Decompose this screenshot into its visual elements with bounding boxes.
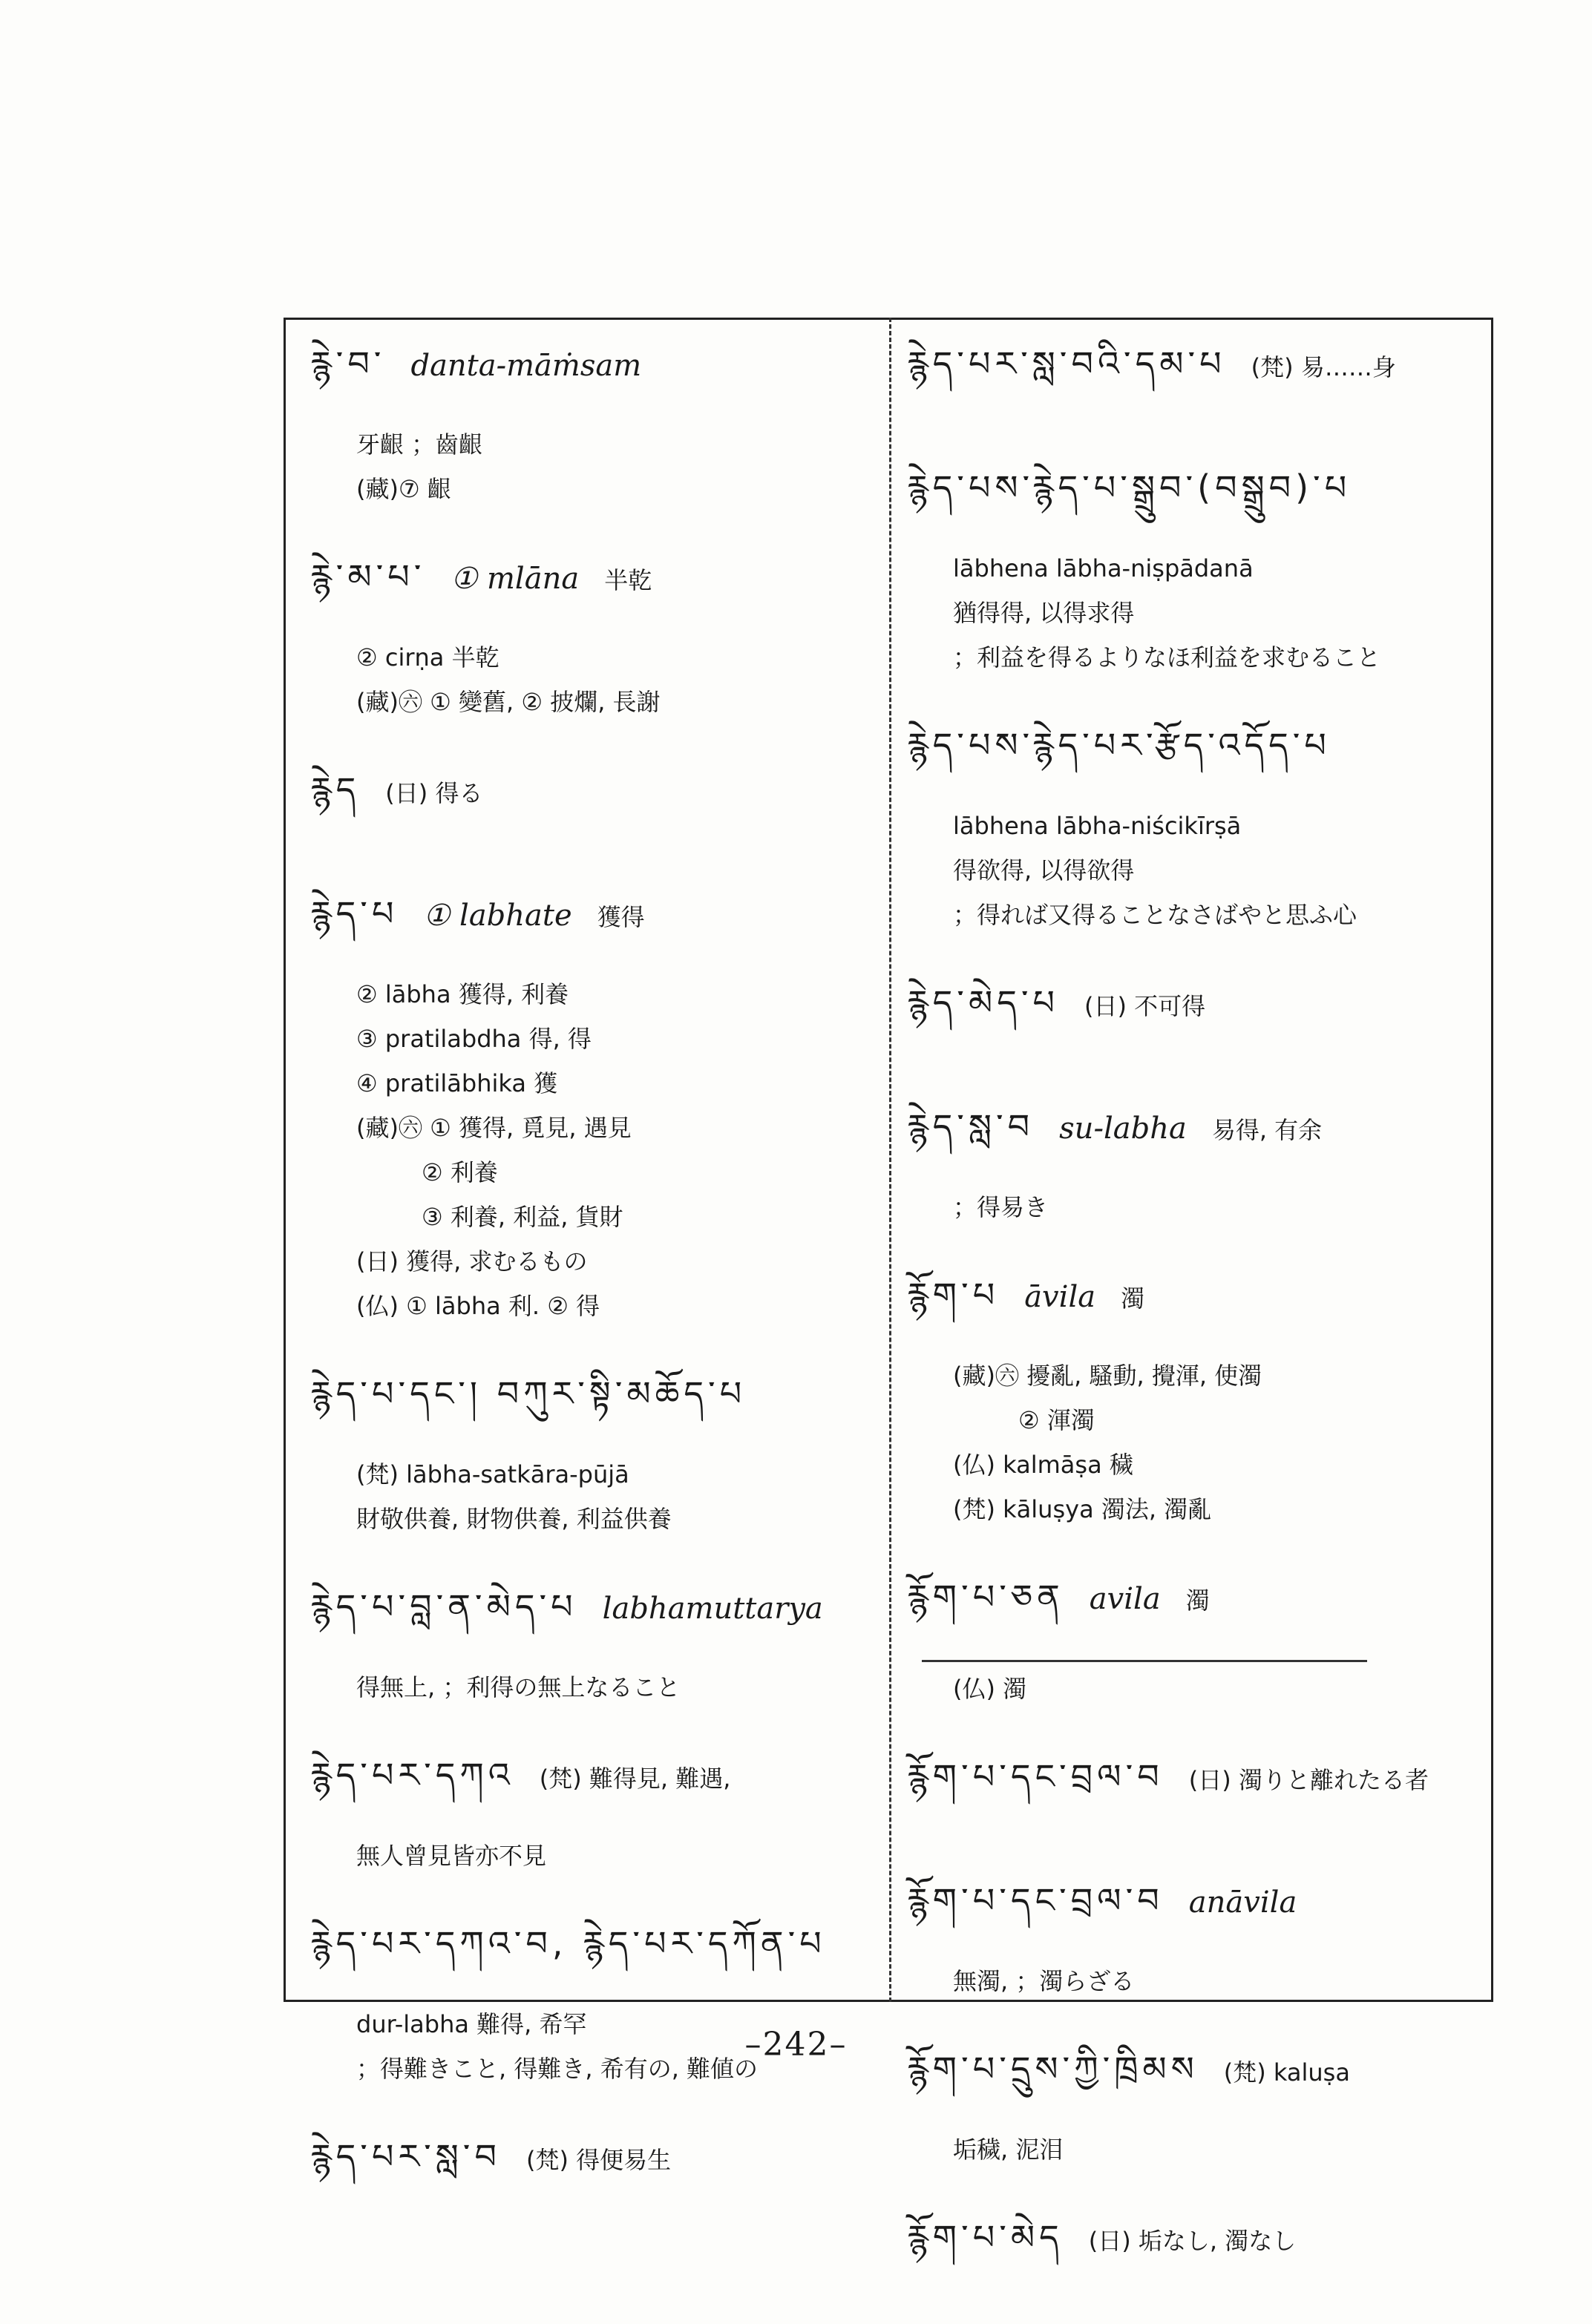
entry-line: dur-labha 難得, 希罕 (356, 2010, 587, 2038)
gloss: (梵) 易……身 (1251, 353, 1396, 381)
dictionary-entry (310, 876, 882, 1328)
entry-line: ；得易き (953, 1193, 1049, 1221)
entry-line: (日) 獲得, 求むるもの (356, 1247, 588, 1276)
dictionary-entry (310, 539, 882, 724)
tibetan-headword: རྙོག་པ་དང་བྲལ་བ (907, 1880, 1164, 1920)
entry-headword (310, 539, 882, 635)
tibetan-headword: རྙེ་བ་ (310, 344, 386, 384)
entry-headword (310, 1356, 882, 1452)
entry-line: (梵) kāluṣya 濁法, 濁亂 (953, 1495, 1212, 1523)
gloss: (日) 不可得 (1084, 992, 1206, 1020)
dictionary-entry (907, 326, 1486, 422)
tibetan-headword: རྙེད་པར་དཀའ་བ, རྙེད་པར་དཀོན་པ (310, 1923, 826, 1963)
sanskrit-term: ① mlāna (451, 562, 580, 596)
left-column (310, 326, 882, 2243)
sanskrit-term: avila (1089, 1582, 1161, 1616)
entry-headword (310, 326, 882, 422)
tibetan-headword: རྙེད་མེད་པ (907, 982, 1060, 1023)
gloss: 獲得 (597, 903, 645, 931)
entry-line: ② lābha 獲得, 利養 (356, 980, 569, 1008)
entry-line: (藏)㊅ ① 獲得, 覓見, 遇見 (356, 1114, 632, 1142)
dictionary-entry (907, 965, 1486, 1061)
dictionary-entry (310, 752, 882, 848)
tibetan-headword: རྙེད་པར་དཀའ (310, 1755, 514, 1795)
tibetan-headword: རྙེད་པ་བླ་ན་མེད་པ (310, 1586, 577, 1627)
entry-line: ③ pratilabdha 得, 得 (356, 1025, 592, 1053)
entry-headword (907, 326, 1486, 422)
dictionary-entry (907, 450, 1486, 680)
dictionary-entry (310, 326, 882, 511)
entry-line: 無人曾見皆亦不見 (356, 1842, 547, 1870)
entry-headword (310, 1906, 882, 2002)
dictionary-entry (310, 2119, 882, 2215)
sanskrit-term: anāvila (1188, 1885, 1297, 1920)
sanskrit-term: danta-māṁsam (410, 349, 642, 383)
gloss: 易得, 有余 (1211, 1116, 1323, 1144)
gloss: 半乾 (604, 566, 652, 594)
entry-headword (310, 752, 882, 848)
tibetan-headword: རྙེ་མ་པ་ (310, 557, 426, 597)
entry-line: ② 利養 (422, 1158, 498, 1186)
tibetan-headword: རྙོག་པ་དྲུས་ཀྱི་ཁྲིམས (907, 2049, 1199, 2089)
tibetan-headword: རྙེད་སླ་བ (907, 1106, 1035, 1146)
entry-headword (310, 1738, 882, 1834)
tibetan-headword: རྙེད་པས་རྙེད་པ་སྒྲུབ་(བསྒྲུབ)་པ (907, 467, 1352, 508)
dictionary-entry (310, 1738, 882, 1878)
entry-line: 垢穢, 泥泪 (953, 2136, 1064, 2164)
entry-headword (907, 1258, 1486, 1353)
entry-line: (藏)⑦ 齦 (356, 475, 451, 503)
entry-line: ；得れば又得ることなさばやと思ふ心 (953, 901, 1357, 929)
handwritten-underline (922, 1660, 1367, 1662)
entry-headword (907, 1089, 1486, 1185)
tibetan-headword: རྙེད་པར་སླ་བའི་དམ་པ (907, 344, 1226, 384)
entry-line: (仏) ① lābha 利. ② 得 (356, 1292, 600, 1320)
entry-headword (907, 1739, 1486, 1835)
tibetan-headword: རྙེད་པ (310, 893, 399, 933)
sanskrit-term: āvila (1024, 1280, 1096, 1314)
entry-line: (仏) 濁 (953, 1675, 1027, 1703)
dictionary-entry (310, 1356, 882, 1541)
entry-line: ；利益を得るよりなほ利益を求むること (953, 643, 1381, 672)
gloss: (梵) 難得見, 難遇, (539, 1765, 731, 1793)
entry-headword (310, 1569, 882, 1665)
tibetan-headword: རྙེད་པ་དང་། བཀུར་སྟི་མཆོད་པ (310, 1373, 747, 1414)
entry-line: (藏)㊅ 擾亂, 騷動, 攪渾, 使濁 (953, 1362, 1262, 1390)
right-column (907, 326, 1486, 2324)
gloss: (梵) 得便易生 (525, 2146, 672, 2174)
dictionary-entry (907, 1258, 1486, 1532)
gloss: 濁 (1185, 1586, 1210, 1615)
entry-line: ② cirṇa 半乾 (356, 643, 499, 672)
tibetan-headword: རྙེད་པས་རྙེད་པར་རྩོད་འདོད་པ (907, 725, 1331, 765)
entry-headword (907, 1863, 1486, 1959)
entry-line: ④ pratilābhika 獲 (356, 1069, 558, 1097)
tibetan-headword: རྙོག་པ་དང་བྲལ་བ (907, 1756, 1164, 1796)
gloss: (日) 得る (385, 779, 483, 807)
dictionary-entry (907, 1863, 1486, 2003)
entry-line: 財敬供養, 財物供養, 利益供養 (356, 1505, 672, 1533)
entry-line: ② 渾濁 (1018, 1406, 1095, 1434)
gloss: 濁 (1121, 1284, 1145, 1313)
entry-line: ；得難きこと, 得難き, 希有の, 難値の (356, 2055, 759, 2083)
tibetan-headword: རྙོག་པ (907, 1275, 1000, 1315)
dictionary-entry (907, 1739, 1486, 1835)
entry-line: lābhena lābha-niṣpādanā (953, 554, 1254, 582)
gloss: (日) 濁りと離れたる者 (1188, 1766, 1429, 1794)
entry-line: lābhena lābha-niścikīrṣā (953, 812, 1242, 840)
entry-line: (仏) kalmāṣa 穢 (953, 1451, 1133, 1479)
entry-line: ③ 利養, 利益, 貨財 (422, 1203, 623, 1231)
entry-line: 得無上, ；利得の無上なること (356, 1673, 681, 1701)
column-divider (889, 318, 891, 2002)
sanskrit-term: su-labha (1059, 1112, 1187, 1146)
gloss: (日) 垢なし, 濁なし (1088, 2227, 1297, 2255)
entry-line: (梵) lābha-satkāra-pūjā (356, 1460, 629, 1488)
dictionary-entry (907, 1560, 1486, 1711)
entry-line: (藏)㊅ ① 變舊, ② 披爛, 長謝 (356, 688, 661, 716)
entry-headword (907, 965, 1486, 1061)
dictionary-entry (907, 708, 1486, 937)
page-number: –242– (744, 2026, 848, 2064)
entry-line: 得欲得, 以得欲得 (953, 856, 1135, 884)
entry-line: 猶得得, 以得求得 (953, 599, 1135, 627)
tibetan-headword: རྙོག་པ་ཅན (907, 1577, 1064, 1617)
entry-headword (907, 1560, 1486, 1655)
dictionary-entry (907, 1089, 1486, 1230)
gloss: (梵) kaluṣa (1223, 2058, 1350, 2087)
entry-headword (310, 876, 882, 972)
entry-headword (310, 2119, 882, 2215)
tibetan-headword: རྙེད་པར་སླ་བ (310, 2136, 501, 2176)
entry-line: 無濁, ；濁らざる (953, 1967, 1135, 1995)
tibetan-headword: རྙོག་པ་མེད (907, 2217, 1064, 2257)
entry-headword (907, 450, 1486, 546)
sanskrit-term: ① labhate (423, 899, 572, 933)
entry-headword (907, 708, 1486, 804)
dictionary-entry (310, 1569, 882, 1710)
entry-line: 牙齦 ；齒齦 (356, 430, 483, 459)
sanskrit-term: labhamuttarya (602, 1592, 823, 1626)
tibetan-headword: རྙེད (310, 769, 361, 810)
